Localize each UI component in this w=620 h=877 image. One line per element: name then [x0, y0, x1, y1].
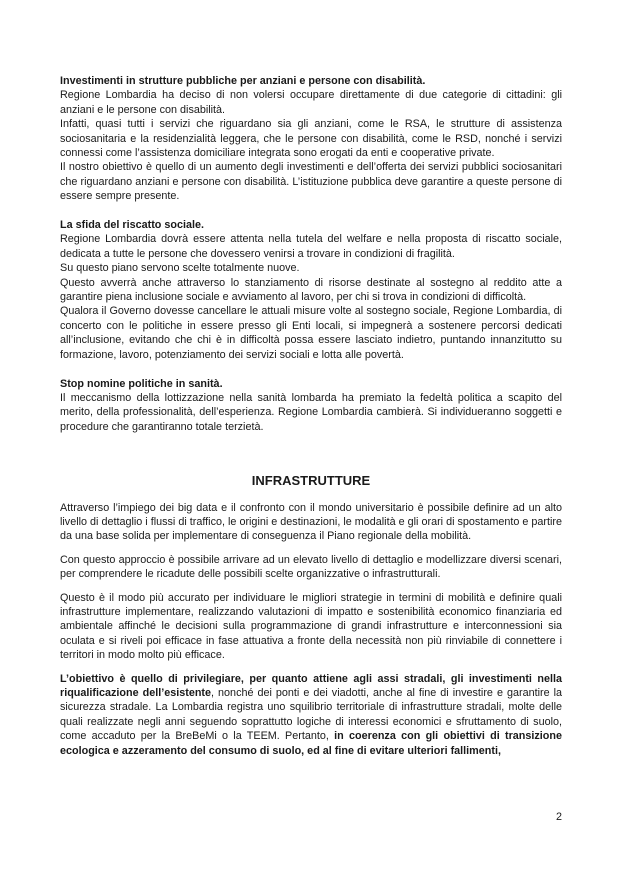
paragraph-line: Il nostro obiettivo è quello di un aumento degli investimenti e dell’offerta dei servizi pubblici sociosanitari che riguardano anziani e persone con disabilità. L’istituzione pubblica deve garantire a queste persone di essere sempre presente. — [60, 161, 562, 203]
bold-text: in coerenza con gli obiettivi di transizione ecologica e azzeramento del consumo di suolo, ed al fine di evitare ulteriori fallimenti, — [60, 730, 562, 757]
infra-paragraph-2: Con questo approccio è possibile arrivare ad un elevato livello di dettaglio e modellizzare diversi scenari, per comprendere le ricadute delle possibili scelte organizzative o infrastrutturali. — [60, 553, 562, 581]
paragraph-line: Su questo piano servono scelte totalmente nuove. — [60, 262, 300, 275]
page-number: 2 — [555, 811, 562, 823]
paragraph-line: Questo avverrà anche attraverso lo stanziamento di risorse destinate al sostegno al reddito atte a garantire piena inclusione sociale e avviamento al lavoro, per chi si trova in condizioni di difficoltà. — [60, 276, 562, 304]
section-nomine — [60, 377, 562, 435]
section-anziani — [60, 74, 562, 204]
infra-paragraph-1: Attraverso l’impiego dei big data e il confronto con il mondo universitario è possibile definire ad un alto livello di dettaglio i flussi di traffico, le origini e destinazioni, le modalità e gli orari di spostamento e partire da una base solida per implementare di conseguenza il Piano regionale della mobilità. — [60, 501, 562, 543]
section-heading: Stop nomine politiche in sanità. — [60, 377, 223, 390]
section-riscatto — [60, 218, 562, 362]
paragraph-line: Regione Lombardia dovrà essere attenta nella tutela del welfare e nella proposta di riscatto sociale, dedicata a tutte le persone che dovessero venirsi a trovare in condizioni di fragilità. — [60, 233, 562, 260]
section-heading: La sfida del riscatto sociale. — [60, 219, 205, 232]
paragraph-line: Il meccanismo della lottizzazione nella sanità lombarda ha premiato la fedeltà politica a scapito del merito, della professionalità, dell’esperienza. Regione Lombardia cambierà. Si individueranno soggetti e procedure che garantiranno totale terzietà. — [60, 391, 562, 433]
bold-text: L’obiettivo è quello di privilegiare, per quanto attiene agli assi stradali, gli investimenti nella riqualificazione dell’esistente — [60, 672, 562, 699]
paragraph-line: Qualora il Governo dovesse cancellare le attuali misure volte al sostegno sociale, Regione Lombardia, di concerto con le politiche in essere presso gli Enti locali, si impegnerà a sostenere percorsi dedicati all’inclusione, evitando che chi è in difficoltà possa essere lasciato indietro, puntando innanzitutto su formazione, lavoro, potenziamento dei servizi sociali e lotta alle povertà. — [60, 305, 562, 361]
paragraph-line: Infatti, quasi tutti i servizi che riguardano sia gli anziani, come le RSA, le strutture di assistenza sociosanitaria e la residenzialità leggera, che le persone con disabilità, come le RSD, nonché i servizi connessi come l’assistenza domiciliare integrata sono erogati da enti e cooperative private. — [60, 118, 562, 160]
body-text: , nonché dei ponti e dei viadotti, anche al fine di investire e garantire la sicurezza stradale. La Lombardia registra uno squilibrio territoriale di infrastrutture stradali, molte delle quali realizzate negli anni seguendo soprattutto logiche di interessi economici e sfruttamento di suolo, come accaduto per la BreBeMi o la TEEM. Pertanto, — [60, 687, 562, 743]
paragraph-line: Regione Lombardia ha deciso di non volersi occupare direttamente di due categorie di cittadini: gli anziani e le persone con disabilità. — [60, 89, 562, 116]
infrastrutture-title: INFRASTRUTTURE — [251, 473, 371, 489]
infra-paragraph-4 — [60, 672, 562, 758]
section-heading: Investimenti in strutture pubbliche per anziani e persone con disabilità. — [60, 75, 426, 87]
infra-paragraph-3: Questo è il modo più accurato per individuare le migliori strategie in termini di mobilità e definire quali infrastrutture implementare, realizzando valutazioni di impatto e sostenibilità economico finanziaria ed ambientale affinché le decisioni sulla programmazione di grandi infrastrutture e interconnessioni sia oculata e si riveli poi efficace in fase attuativa a fronte della necessità non più rinviabile di connettere i territori in modo molto più efficace. — [60, 591, 562, 662]
